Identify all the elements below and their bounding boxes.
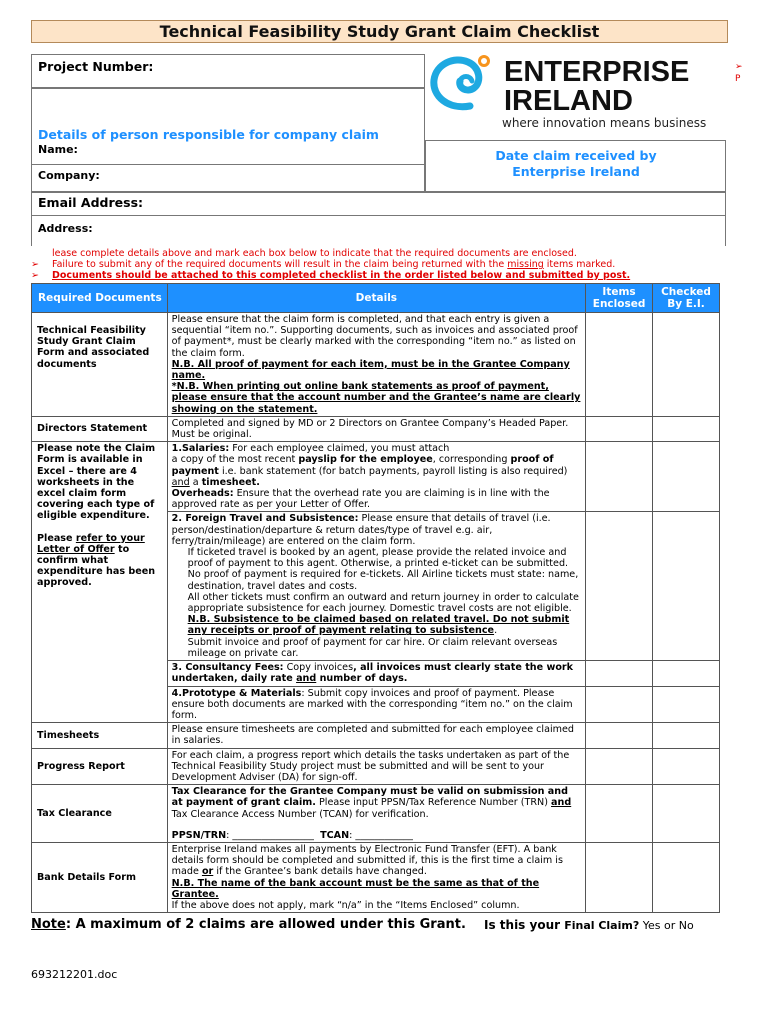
det-prototype-materials: 4.Prototype & Materials: Submit copy invoices and proof of payment. Please ensure both documents are marked with the corresponding “item no.” on the claim form. (167, 686, 585, 723)
items-enclosed-cell[interactable] (586, 723, 653, 748)
checked-by-ei-cell[interactable] (653, 661, 720, 686)
company-label: Company: (38, 169, 100, 182)
items-enclosed-cell[interactable] (586, 686, 653, 723)
items-enclosed-cell[interactable] (586, 748, 653, 785)
address-field[interactable] (31, 216, 726, 246)
logo-tagline: where innovation means business (502, 116, 707, 130)
side-p-mark: P (735, 74, 741, 84)
checked-by-ei-cell[interactable] (653, 723, 720, 748)
email-field[interactable] (31, 192, 726, 216)
logo-line2: IRELAND (504, 85, 633, 117)
checked-by-ei-cell[interactable] (653, 748, 720, 785)
document-reference: 693212201.doc (31, 968, 118, 981)
checked-by-ei-cell[interactable] (653, 313, 720, 417)
checked-by-ei-cell[interactable] (653, 842, 720, 912)
req-claim-form: Technical Feasibility Study Grant Claim Form and associated documents (32, 313, 168, 417)
side-arrow-mark: ➢ (735, 62, 743, 72)
checked-by-ei-cell[interactable] (653, 416, 720, 441)
req-progress-report: Progress Report (32, 748, 168, 785)
items-enclosed-cell[interactable] (586, 661, 653, 686)
table-row (32, 416, 720, 441)
det-bank-details: Enterprise Ireland makes all payments by Electronic Fund Transfer (EFT). A bank details form should be completed and submitted if, this is the first time a claim is made or if the Grantee’s bank details have changed. N.B. The name of the bank account must be the same as that of the Grantee. If the above does not apply, mark “n/a” in the “Items Enclosed” column. (167, 842, 585, 912)
det-timesheets: Please ensure timesheets are completed and submitted for each employee claimed in salaries. (167, 723, 585, 748)
req-bank-details: Bank Details Form (32, 842, 168, 912)
col-details: Details (167, 284, 585, 313)
det-salaries: 1.Salaries: For each employee claimed, you must attach a copy of the most recent payslip for the employee, corresponding proof of payment i.e. bank statement (for batch payments, payroll listing is also required) and a timesheet. Overheads: Ensure that the overhead rate you are claiming is in line with the approved rate as per your Letter of Offer. (167, 442, 585, 512)
project-number-label: Project Number: (38, 59, 154, 74)
contact-details-box (31, 88, 425, 192)
items-enclosed-cell[interactable] (586, 842, 653, 912)
col-required-docs: Required Documents (32, 284, 168, 313)
date-received-box[interactable] (425, 140, 726, 192)
req-tax-clearance: Tax Clearance (32, 785, 168, 843)
checked-by-ei-cell[interactable] (653, 785, 720, 843)
instruction-3-text: Documents should be attached to this completed checklist in the order listed below and submitted by post. (52, 270, 631, 281)
table-header-row (32, 284, 720, 313)
instruction-2: ➢ Failure to submit any of the required documents will result in the claim being returned with the missing items marked. (31, 259, 616, 270)
project-number-box[interactable] (31, 54, 425, 88)
instruction-1 (52, 248, 577, 259)
email-label: Email Address: (38, 195, 144, 210)
col-items-enclosed: Items Enclosed (586, 284, 653, 313)
col-checked-by-ei: Checked By E.I. (653, 284, 720, 313)
page-title: Technical Feasibility Study Grant Claim Checklist (31, 20, 728, 43)
items-enclosed-cell[interactable] (586, 442, 653, 512)
instruction-1-text: lease complete details above and mark each box below to indicate that the required documents are enclosed. (52, 248, 577, 259)
tcan-field[interactable]: TCAN: ____________ (320, 829, 413, 841)
enterprise-ireland-logo (430, 54, 720, 120)
contact-details-divider (31, 164, 425, 165)
claims-note: Note: A maximum of 2 claims are allowed under this Grant. (31, 917, 466, 932)
det-foreign-travel: 2. Foreign Travel and Subsistence: Please ensure that details of travel (i.e. person/destination/departure & return dates/type of travel e.g. air, ferry/train/mileage) are entered on the claim form. If ticketed travel is booked by an agent, please provide the related invoice and proof of payment to this agent. Otherwise, a printed e-ticket can be submitted. No proof of payment is required for e-tickets. All Airline tickets must state: name, destination, travel dates and costs. All other tickets must confirm an outward and return journey in order to calculate appropriate subsistence for each journey. Domestic travel costs are not eligible. N.B. Subsistence to be claimed based on related travel. Do not submit any receipts or proof of payment relating to subsistence. Submit invoice and proof of payment for car hire. Or claim relevant overseas mileage on private car. (167, 512, 585, 661)
table-row (32, 785, 720, 843)
instruction-3 (31, 270, 630, 281)
table-row (32, 723, 720, 748)
checked-by-ei-cell[interactable] (653, 686, 720, 723)
table-row (32, 442, 720, 512)
logo-line1: ENTERPRISE (504, 56, 690, 88)
date-received-label: Date claim received by Enterprise Ireland (495, 148, 657, 179)
items-enclosed-cell[interactable] (586, 785, 653, 843)
address-label: Address: (38, 222, 93, 235)
ppsn-field[interactable]: PPSN/TRN: _________________ (171, 829, 314, 841)
det-claim-form: Please ensure that the claim form is completed, and that each entry is given a sequential “item no.”. Supporting documents, such as invoices and associated proof of payment*, must be clearly marked with the corresponding “item no.” as listed on the claim form. N.B. All proof of payment for each item, must be in the Grantee Company name. *N.B. When printing out online bank statements as proof of payment, please ensure that the account number and the Grantee’s name are clearly showing on the statement. (167, 313, 585, 417)
checked-by-ei-cell[interactable] (653, 512, 720, 661)
table-row (32, 748, 720, 785)
checked-by-ei-cell[interactable] (653, 442, 720, 512)
items-enclosed-cell[interactable] (586, 313, 653, 417)
instruction-2-bullet: ➢ (31, 259, 39, 270)
req-excel-note: Please note the Claim Form is available in Excel – there are 4 worksheets in the excel claim form covering each type of eligible expenditure. Please refer to your Letter of Offer to confirm what expenditure has been approved. (32, 442, 168, 723)
items-enclosed-cell[interactable] (586, 512, 653, 661)
logo-dot (480, 57, 489, 66)
final-claim-question[interactable]: Is this your Final Claim? Yes or No (484, 918, 694, 932)
instruction-3-bullet: ➢ (31, 270, 39, 281)
det-consultancy-fees: 3. Consultancy Fees: Copy invoices, all invoices must clearly state the work undertaken, daily rate and number of days. (167, 661, 585, 686)
req-timesheets: Timesheets (32, 723, 168, 748)
name-label: Name: (38, 143, 78, 156)
table-row (32, 313, 720, 417)
items-enclosed-cell[interactable] (586, 416, 653, 441)
req-directors-statement: Directors Statement (32, 416, 168, 441)
checklist-table (31, 283, 720, 913)
det-tax-clearance: Tax Clearance for the Grantee Company must be valid on submission and at payment of grant claim. Please input PPSN/Tax Reference Number (TRN) and Tax Clearance Access Number (TCAN) for verification. PPSN/TRN: _________________ TCAN: ____________ (167, 785, 585, 843)
det-directors-statement: Completed and signed by MD or 2 Directors on Grantee Company’s Headed Paper. Must be original. (167, 416, 585, 441)
logo-swirl-inner (460, 77, 472, 82)
contact-details-heading: Details of person responsible for company claim (38, 127, 379, 142)
det-progress-report: For each claim, a progress report which details the tasks undertaken as part of the Technical Feasibility Study project must be submitted and will be sent to your Development Adviser (DA) for sign-off. (167, 748, 585, 785)
table-row (32, 842, 720, 912)
